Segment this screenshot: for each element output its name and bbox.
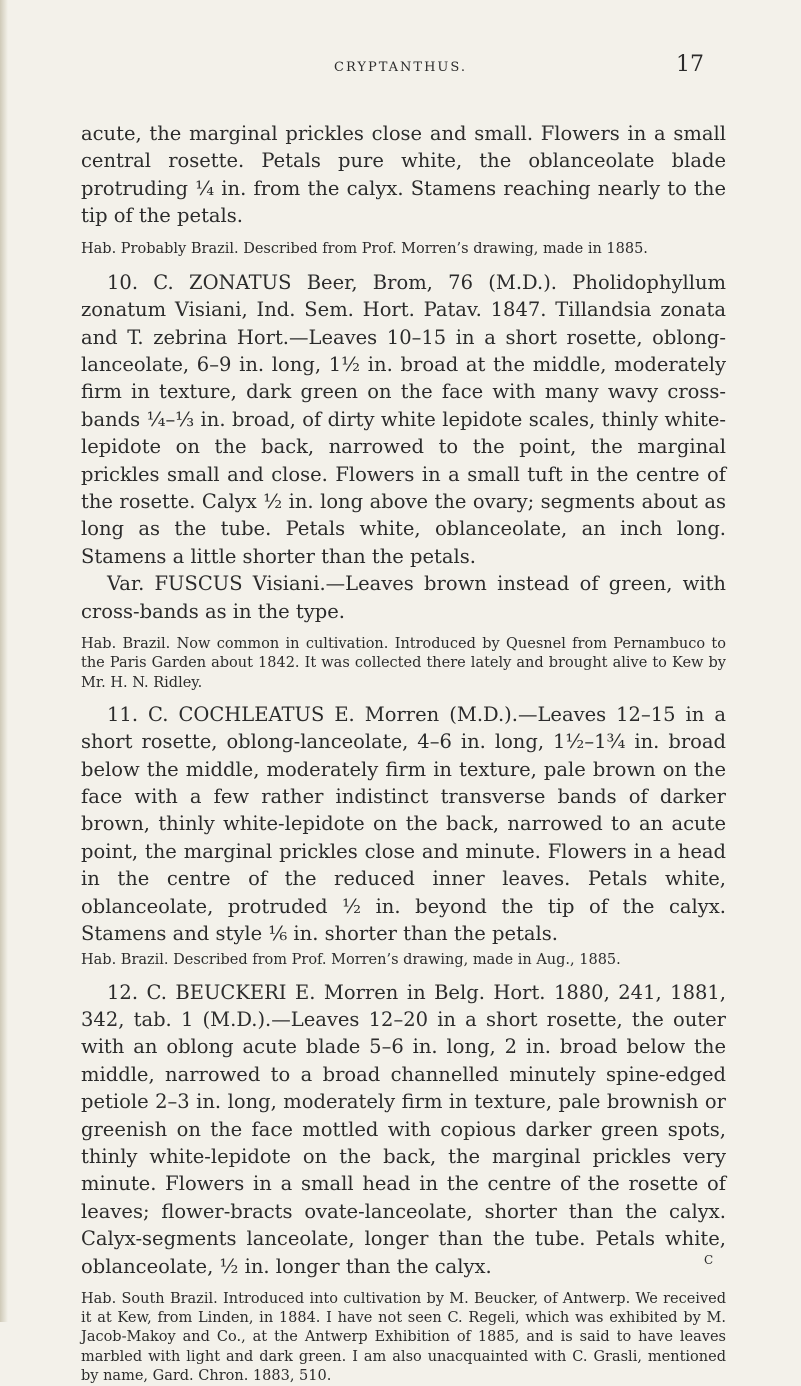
paragraph-continuation: acute, the marginal prickles close and small. Flowers in a small central rosette. Petals pure white, the oblanceolate blade protruding ¼ in. from the calyx. Stamens reaching nearly to the tip of the petals. xyxy=(81,122,726,228)
habitat-note: Hab. South Brazil. Introduced into cultivation by M. Beucker, of Antwerp. We received it at Kew, from Linden, in 1884. I have not seen C. Regeli, which was exhibited by M. Jacob-Makoy and Co., at the Antwerp Exhibition of 1885, and is said to have leaves marbled with light and dark green. I am also unacquainted with C. Grasli, mentioned by name, Gard. Chron. 1883, 510. xyxy=(81,1291,726,1384)
habitat-note: Hab. Brazil. Described from Prof. Morren’s drawing, made in Aug., 1885. xyxy=(81,952,621,969)
species-entry-cochleatus: 11. C. COCHLEATUS E. Morren (M.D.).—Leaves 12–15 in a short rosette, oblong-lanceolate, 4–6 in. long, 1½–1¾ in. broad below the middle, moderately firm in texture, pale brown on the face with a few rather indistinct transverse bands of darker brown, thinly white-lepidote on the back, narrowed to an acute point, the marginal prickles close and minute. Flowers in a head in the centre of the reduced inner leaves. Petals white, oblanceolate, protruded ½ in. beyond the tip of the calyx. Stamens and style ⅙ in. shorter than the petals. xyxy=(81,702,726,945)
variety-entry-fuscus: Var. FUSCUS Visiani.—Leaves brown instead of green, with cross-bands as in the type. xyxy=(81,572,726,623)
species-entry-zonatus: 10. C. ZONATUS Beer, Brom, 76 (M.D.). Pholidophyllum zonatum Visiani, Ind. Sem. Hort. Patav. 1847. Tillandsia zonata and T. zebrina Hort.—Leaves 10–15 in a short rosette, oblong-lanceolate, 6–9 in. long, 1½ in. broad at the middle, moderately firm in texture, dark green on the face with many wavy cross-bands ¼–⅓ in. broad, of dirty white lepidote scales, thinly white-lepidote on the back, narrowed to the point, the marginal prickles small and close. Flowers in a small tuft in the centre of the rosette. Calyx ½ in. long above the ovary; segments about as long as the tube. Petals white, oblanceolate, an inch long. Stamens a little shorter than the petals. xyxy=(81,270,726,568)
habitat-note: Hab. Probably Brazil. Described from Prof. Morren’s drawing, made in 1885. xyxy=(81,240,648,257)
body-text xyxy=(81,120,726,1386)
species-entry-beuckeri: 12. C. BEUCKERI E. Morren in Belg. Hort. 1880, 241, 1881, 342, tab. 1 (M.D.).—Leaves 12–20 in a short rosette, the outer with an oblong acute blade 5–6 in. long, 2 in. broad below the middle, narrowed to a broad channelled minutely spine-edged petiole 2–3 in. long, moderately firm in texture, pale brownish or greenish on the face mottled with copious darker green spots, thinly white-lepidote on the back, the marginal prickles very minute. Flowers in a small head in the centre of the rosette of leaves; flower-bracts ovate-lanceolate, shorter than the calyx. Calyx-segments lanceolate, longer than the tube. Petals white, oblanceolate, ½ in. longer than the calyx. xyxy=(81,980,726,1278)
page-header xyxy=(0,52,801,82)
page-edge-shadow xyxy=(0,0,8,1322)
signature-mark: C xyxy=(704,1253,714,1267)
page-number: 17 xyxy=(676,52,704,77)
habitat-note: Hab. Brazil. Now common in cultivation. Introduced by Quesnel from Pernambuco to the Paris Garden about 1842. It was collected there lately and brought alive to Kew by Mr. H. N. Ridley. xyxy=(81,636,726,691)
running-title: CRYPTANTHUS. xyxy=(334,60,467,75)
